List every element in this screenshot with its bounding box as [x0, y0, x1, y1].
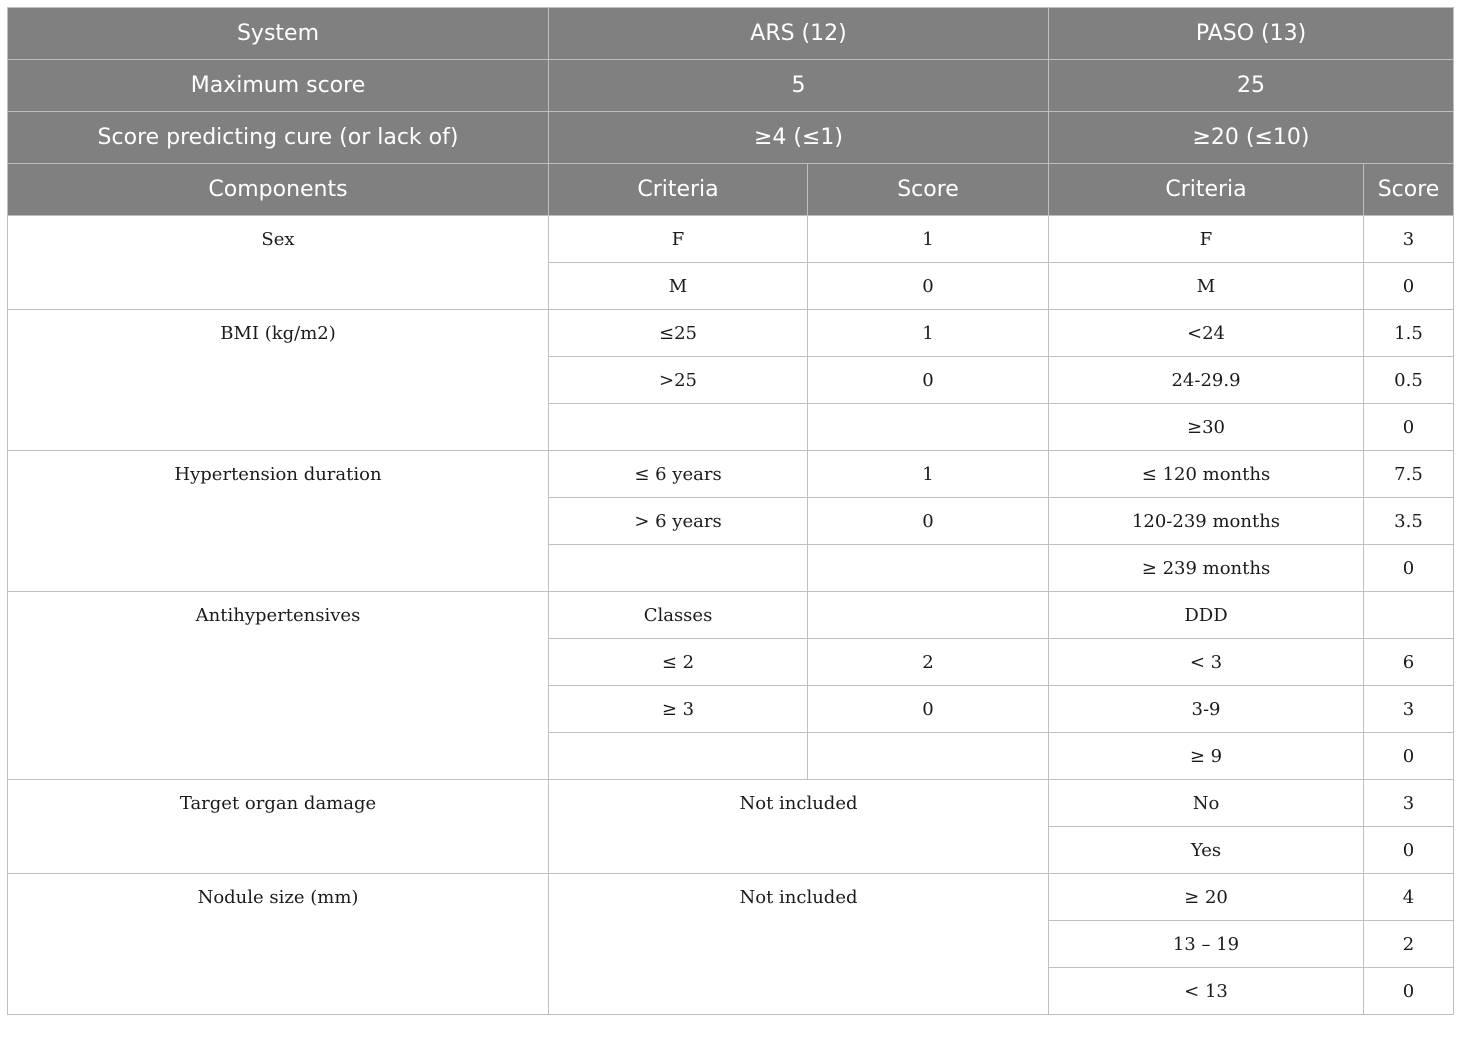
ars-score-cell: 0: [808, 498, 1049, 545]
paso-score-cell: 3: [1364, 216, 1454, 263]
ars-score-cell: [808, 404, 1049, 451]
paso-cure-score: ≥20 (≤10): [1049, 112, 1454, 164]
paso-score-cell: 7.5: [1364, 451, 1454, 498]
paso-criteria-cell: 3-9: [1049, 686, 1364, 733]
ars-criteria-cell: ≤25: [549, 310, 808, 357]
table-body: [8, 216, 1454, 1015]
ars-score-cell: [808, 733, 1049, 780]
paso-criteria-cell: M: [1049, 263, 1364, 310]
paso-score-cell: [1364, 592, 1454, 639]
ars-max-score: 5: [549, 60, 1049, 112]
system-header: System: [8, 8, 549, 60]
ars-not-included: Not included: [549, 780, 1049, 874]
paso-criteria-cell: ≥30: [1049, 404, 1364, 451]
table-header: [8, 8, 1454, 216]
ars-score-cell: 1: [808, 451, 1049, 498]
scoring-table: [7, 7, 1454, 1015]
paso-score-header: Score: [1364, 164, 1454, 216]
paso-criteria-cell: 120-239 months: [1049, 498, 1364, 545]
component-nodule-size: Nodule size (mm): [8, 874, 549, 1015]
paso-score-cell: 6: [1364, 639, 1454, 686]
paso-criteria-cell: DDD: [1049, 592, 1364, 639]
table-row: [8, 310, 1454, 357]
ars-cure-score: ≥4 (≤1): [549, 112, 1049, 164]
paso-criteria-header: Criteria: [1049, 164, 1364, 216]
ars-criteria-cell: ≤ 2: [549, 639, 808, 686]
component-antihypertensives: Antihypertensives: [8, 592, 549, 780]
header-row-columns: [8, 164, 1454, 216]
paso-max-score: 25: [1049, 60, 1454, 112]
paso-criteria-cell: 24-29.9: [1049, 357, 1364, 404]
paso-score-cell: 0: [1364, 733, 1454, 780]
paso-criteria-cell: < 3: [1049, 639, 1364, 686]
header-row-cure: [8, 112, 1454, 164]
paso-criteria-cell: F: [1049, 216, 1364, 263]
table-row: [8, 216, 1454, 263]
ars-criteria-cell: [549, 545, 808, 592]
ars-score-cell: 0: [808, 357, 1049, 404]
paso-criteria-cell: No: [1049, 780, 1364, 827]
ars-criteria-cell: ≥ 3: [549, 686, 808, 733]
paso-score-cell: 4: [1364, 874, 1454, 921]
ars-criteria-header: Criteria: [549, 164, 808, 216]
ars-header: ARS (12): [549, 8, 1049, 60]
ars-criteria-cell: [549, 733, 808, 780]
paso-score-cell: 3.5: [1364, 498, 1454, 545]
paso-criteria-cell: ≤ 120 months: [1049, 451, 1364, 498]
components-header: Components: [8, 164, 549, 216]
paso-score-cell: 0: [1364, 968, 1454, 1015]
paso-criteria-cell: Yes: [1049, 827, 1364, 874]
ars-score-cell: 1: [808, 310, 1049, 357]
paso-score-cell: 0: [1364, 827, 1454, 874]
table-row: [8, 451, 1454, 498]
component-sex: Sex: [8, 216, 549, 310]
ars-score-cell: [808, 592, 1049, 639]
paso-header: PASO (13): [1049, 8, 1454, 60]
paso-score-cell: 1.5: [1364, 310, 1454, 357]
ars-criteria-cell: > 6 years: [549, 498, 808, 545]
cure-label: Score predicting cure (or lack of): [8, 112, 549, 164]
ars-score-cell: 0: [808, 686, 1049, 733]
table-row: [8, 780, 1454, 827]
ars-score-cell: 1: [808, 216, 1049, 263]
component-target-organ-damage: Target organ damage: [8, 780, 549, 874]
ars-criteria-cell: M: [549, 263, 808, 310]
ars-criteria-cell: >25: [549, 357, 808, 404]
paso-score-cell: 0: [1364, 263, 1454, 310]
paso-criteria-cell: ≥ 9: [1049, 733, 1364, 780]
ars-criteria-cell: [549, 404, 808, 451]
component-hypertension-duration: Hypertension duration: [8, 451, 549, 592]
paso-score-cell: 3: [1364, 686, 1454, 733]
paso-score-cell: 0.5: [1364, 357, 1454, 404]
ars-criteria-cell: ≤ 6 years: [549, 451, 808, 498]
paso-criteria-cell: ≥ 239 months: [1049, 545, 1364, 592]
paso-score-cell: 2: [1364, 921, 1454, 968]
ars-criteria-cell: F: [549, 216, 808, 263]
header-row-system: [8, 8, 1454, 60]
ars-score-cell: 2: [808, 639, 1049, 686]
ars-not-included: Not included: [549, 874, 1049, 1015]
paso-criteria-cell: <24: [1049, 310, 1364, 357]
paso-score-cell: 0: [1364, 545, 1454, 592]
paso-score-cell: 3: [1364, 780, 1454, 827]
paso-criteria-cell: 13 – 19: [1049, 921, 1364, 968]
header-row-max-score: [8, 60, 1454, 112]
component-bmi: BMI (kg/m2): [8, 310, 549, 451]
paso-score-cell: 0: [1364, 404, 1454, 451]
table-row: [8, 874, 1454, 921]
ars-score-cell: 0: [808, 263, 1049, 310]
ars-criteria-cell: Classes: [549, 592, 808, 639]
paso-criteria-cell: < 13: [1049, 968, 1364, 1015]
ars-score-cell: [808, 545, 1049, 592]
paso-criteria-cell: ≥ 20: [1049, 874, 1364, 921]
max-score-label: Maximum score: [8, 60, 549, 112]
ars-score-header: Score: [808, 164, 1049, 216]
table-row: [8, 592, 1454, 639]
